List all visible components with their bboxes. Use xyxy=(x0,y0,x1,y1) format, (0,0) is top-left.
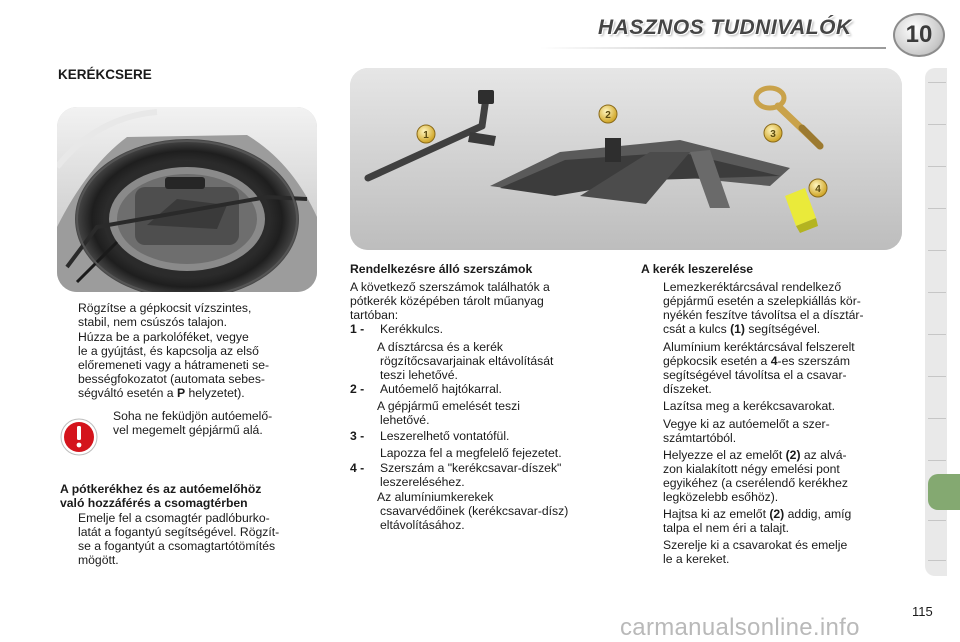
rail-divider xyxy=(928,292,946,293)
page-number: 115 xyxy=(912,604,933,619)
tool-1-name: Kerékkulcs. xyxy=(380,322,443,336)
chapter-10-tab[interactable] xyxy=(928,474,960,510)
tool-2-name: Autóemelő hajtókarral. xyxy=(380,382,502,396)
rail-divider xyxy=(928,250,946,251)
tool-4-name-line-1: Szerszám a "kerékcsavar-díszek" xyxy=(380,461,562,475)
tools-intro-line-3: tartóban: xyxy=(350,308,399,322)
access-title-line-2: való hozzáférés a csomagtérben xyxy=(60,496,248,510)
right-bullet-2-line-2: gépkocsik esetén a 4-es szerszám xyxy=(663,354,850,368)
left-bullet-3-line-2: latát a fogantyú segítségével. Rögzít- xyxy=(78,525,280,539)
rail-divider xyxy=(928,418,946,419)
tool-4-name-line-2: leszereléséhez. xyxy=(380,475,465,489)
right-bullet-7-line-1: Szerelje ki a csavarokat és emelje xyxy=(663,538,848,552)
right-bullet-1-line-2: gépjármű esetén a szelepkiállás kör- xyxy=(663,294,861,308)
warning-line-2: vel megemelt gépjármű alá. xyxy=(113,423,263,437)
right-bullet-5-line-1: Helyezze el az emelőt (2) az alvá- xyxy=(663,448,847,462)
left-bullet-3-line-4: mögött. xyxy=(78,553,119,567)
right-bullet-1-line-4: csát a kulcs (1) segítségével. xyxy=(663,322,821,336)
tool-3-name: Leszerelhető vontatófül. xyxy=(380,429,510,443)
spare-wheel-illustration xyxy=(57,107,317,292)
warning-line-1: Soha ne feküdjön autóemelő- xyxy=(113,409,273,423)
left-bullet-3-line-3: se a fogantyút a csomagtartótömítés xyxy=(78,539,276,553)
right-bullet-2-line-4: díszeket. xyxy=(663,382,712,396)
spare-wheel-photo xyxy=(57,107,317,292)
tool-3-desc-line-1: Lapozza fel a megfelelő fejezetet. xyxy=(380,446,562,460)
left-bullet-2-line-3: előremeneti vagy a hátrameneti se- xyxy=(78,358,270,372)
tool-1-desc-line-1: A dísztárcsa és a kerék xyxy=(377,340,503,354)
tool-label-1: 1 xyxy=(423,130,429,141)
tool-4-number: 4 - xyxy=(350,461,365,475)
tool-label-3: 3 xyxy=(770,129,776,140)
right-bullet-2-line-1: Alumínium keréktárcsával felszerelt xyxy=(663,340,855,354)
rail-divider xyxy=(928,124,946,125)
right-bullet-1-line-1: Lemezkeréktárcsával rendelkező xyxy=(663,280,842,294)
rail-divider xyxy=(928,376,946,377)
left-bullet-2-line-5: ségváltó esetén a P helyzetet). xyxy=(78,386,245,400)
rail-divider xyxy=(928,520,946,521)
right-bullet-1-line-3: nyékén feszítve távolítsa el a dísztár- xyxy=(663,308,864,322)
right-bullet-6-line-2: talpa el nem éri a talajt. xyxy=(663,521,790,535)
chapter-number-badge: 10 xyxy=(893,13,945,57)
tool-3-number: 3 - xyxy=(350,429,365,443)
right-bullet-6-line-1: Hajtsa ki az emelőt (2) addig, amíg xyxy=(663,507,852,521)
right-bullet-5-line-4: legközelebb esőhöz). xyxy=(663,490,779,504)
tool-2-number: 2 - xyxy=(350,382,365,396)
tool-1-desc-line-2: rögzítőcsavarjainak eltávolítását xyxy=(380,354,554,368)
tool-1-desc-line-3: teszi lehetővé. xyxy=(380,368,458,382)
tool-4-desc-line-2: csavarvédőinek (kerékcsavar-dísz) xyxy=(380,504,569,518)
watermark-text: carmanualsonline.info xyxy=(620,614,860,641)
header-underline xyxy=(540,47,886,49)
tools-title: Rendelkezésre álló szerszámok xyxy=(350,262,533,276)
right-bullet-4-line-1: Vegye ki az autóemelőt a szer- xyxy=(663,417,830,431)
tool-kit-illustration xyxy=(350,68,902,250)
right-bullet-3-line-1: Lazítsa meg a kerékcsavarokat. xyxy=(663,399,836,413)
chapter-title: HASZNOS TUDNIVALÓK xyxy=(598,16,852,39)
right-bullet-7-line-2: le a kereket. xyxy=(663,552,730,566)
left-bullet-3-line-1: Emelje fel a csomagtér padlóburko- xyxy=(78,511,270,525)
access-title-line-1: A pótkerékhez és az autóemelőhöz xyxy=(60,482,262,496)
left-bullet-1-line-2: stabil, nem csúszós talajon. xyxy=(78,315,228,329)
section-title: KERÉKCSERE xyxy=(58,67,152,82)
tool-2-desc-line-1: A gépjármű emelését teszi xyxy=(377,399,520,413)
left-bullet-2-line-4: bességfokozatot (automata sebes- xyxy=(78,372,265,386)
rail-divider xyxy=(928,208,946,209)
tool-4-desc-line-1: Az alumíniumkerekek xyxy=(377,490,494,504)
removal-title: A kerék leszerelése xyxy=(641,262,754,276)
warning-icon xyxy=(60,418,98,456)
left-bullet-1-line-1: Rögzítse a gépkocsit vízszintes, xyxy=(78,301,252,315)
rail-divider xyxy=(928,460,946,461)
rail-divider xyxy=(928,560,946,561)
tool-label-4: 4 xyxy=(815,184,821,195)
tool-label-2: 2 xyxy=(605,110,611,121)
rail-divider xyxy=(928,166,946,167)
right-bullet-4-line-2: számtartóból. xyxy=(663,431,737,445)
right-bullet-2-line-3: segítségével távolítsa el a csavar- xyxy=(663,368,847,382)
tool-4-desc-line-3: eltávolításához. xyxy=(380,518,465,532)
tools-intro-line-2: pótkerék középében tárolt műanyag xyxy=(350,294,544,308)
rail-divider xyxy=(928,82,946,83)
right-bullet-5-line-2: zon kialakított négy emelési pont xyxy=(663,462,840,476)
tool-1-number: 1 - xyxy=(350,322,365,336)
tool-kit-photo xyxy=(350,68,902,250)
left-bullet-2-line-1: Húzza be a parkolóféket, vegye xyxy=(78,330,249,344)
right-bullet-5-line-3: egyikéhez (a cserélendő kerékhez xyxy=(663,476,848,490)
left-bullet-2-line-2: le a gyújtást, és kapcsolja az első xyxy=(78,344,259,358)
rail-divider xyxy=(928,334,946,335)
tool-2-desc-line-2: lehetővé. xyxy=(380,413,430,427)
tools-intro-line-1: A következő szerszámok találhatók a xyxy=(350,280,550,294)
